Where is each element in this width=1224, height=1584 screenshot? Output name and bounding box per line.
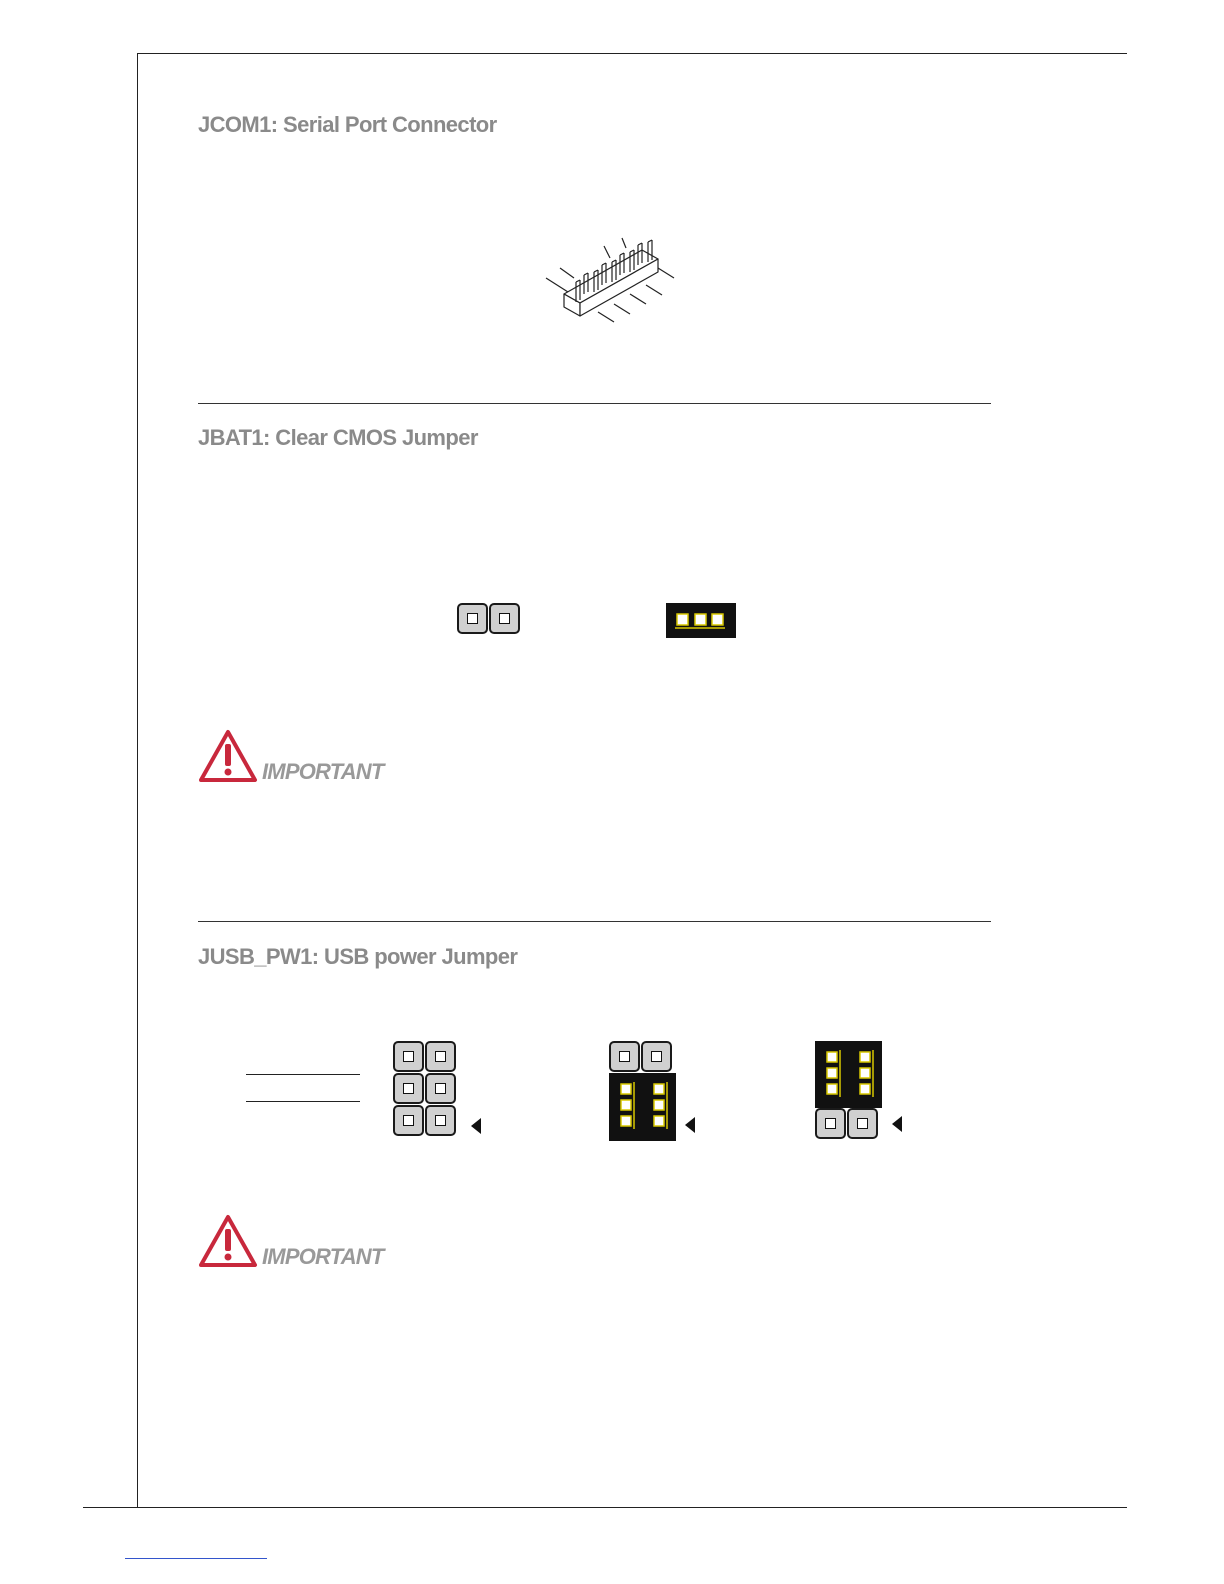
usb-power-jumper-top-capped-diagram xyxy=(815,1041,882,1140)
serial-port-connector-diagram xyxy=(540,232,680,328)
jumper-cap xyxy=(609,1073,676,1141)
page-bottom-rule xyxy=(83,1507,1127,1508)
important-label: IMPORTANT xyxy=(262,1244,384,1269)
jumper-pin xyxy=(393,1105,424,1136)
jumper-pin xyxy=(457,603,488,634)
jumper-pin xyxy=(425,1105,456,1136)
jumper-pin xyxy=(815,1108,846,1139)
label-underline xyxy=(246,1074,360,1075)
left-pointer-triangle-icon xyxy=(892,1116,902,1132)
jumper-capped-diagram xyxy=(666,603,736,638)
jumper-pin xyxy=(425,1041,456,1072)
important-notice-2 xyxy=(198,1214,458,1270)
warning-triangle-icon xyxy=(198,1214,258,1268)
label-underline xyxy=(246,1101,360,1102)
jcom1-heading: JCOM1: Serial Port Connector xyxy=(198,112,497,137)
important-notice-1 xyxy=(198,729,458,785)
page-left-rule xyxy=(137,53,138,1508)
jumper-pin xyxy=(425,1073,456,1104)
usb-power-jumper-open-diagram xyxy=(393,1041,457,1137)
jumper-pin xyxy=(641,1041,672,1072)
jumper-pin xyxy=(609,1041,640,1072)
jumper-pin xyxy=(489,603,520,634)
jumper-cap xyxy=(815,1041,882,1108)
footer-link-underline[interactable] xyxy=(125,1558,267,1559)
jumper-open-diagram xyxy=(457,603,521,635)
page-top-rule xyxy=(137,53,1127,54)
jumper-pin xyxy=(393,1073,424,1104)
left-pointer-triangle-icon xyxy=(685,1117,695,1133)
usb-power-jumper-bottom-capped-diagram xyxy=(609,1041,676,1141)
jumper-pin xyxy=(847,1108,878,1139)
jbat1-heading: JBAT1: Clear CMOS Jumper xyxy=(198,425,478,450)
jusb-pw1-heading: JUSB_PW1: USB power Jumper xyxy=(198,944,518,969)
jumper-pin xyxy=(393,1041,424,1072)
section-divider xyxy=(198,921,991,922)
left-pointer-triangle-icon xyxy=(471,1118,481,1134)
important-label: IMPORTANT xyxy=(262,759,384,784)
section-divider xyxy=(198,403,991,404)
warning-triangle-icon xyxy=(198,729,258,783)
